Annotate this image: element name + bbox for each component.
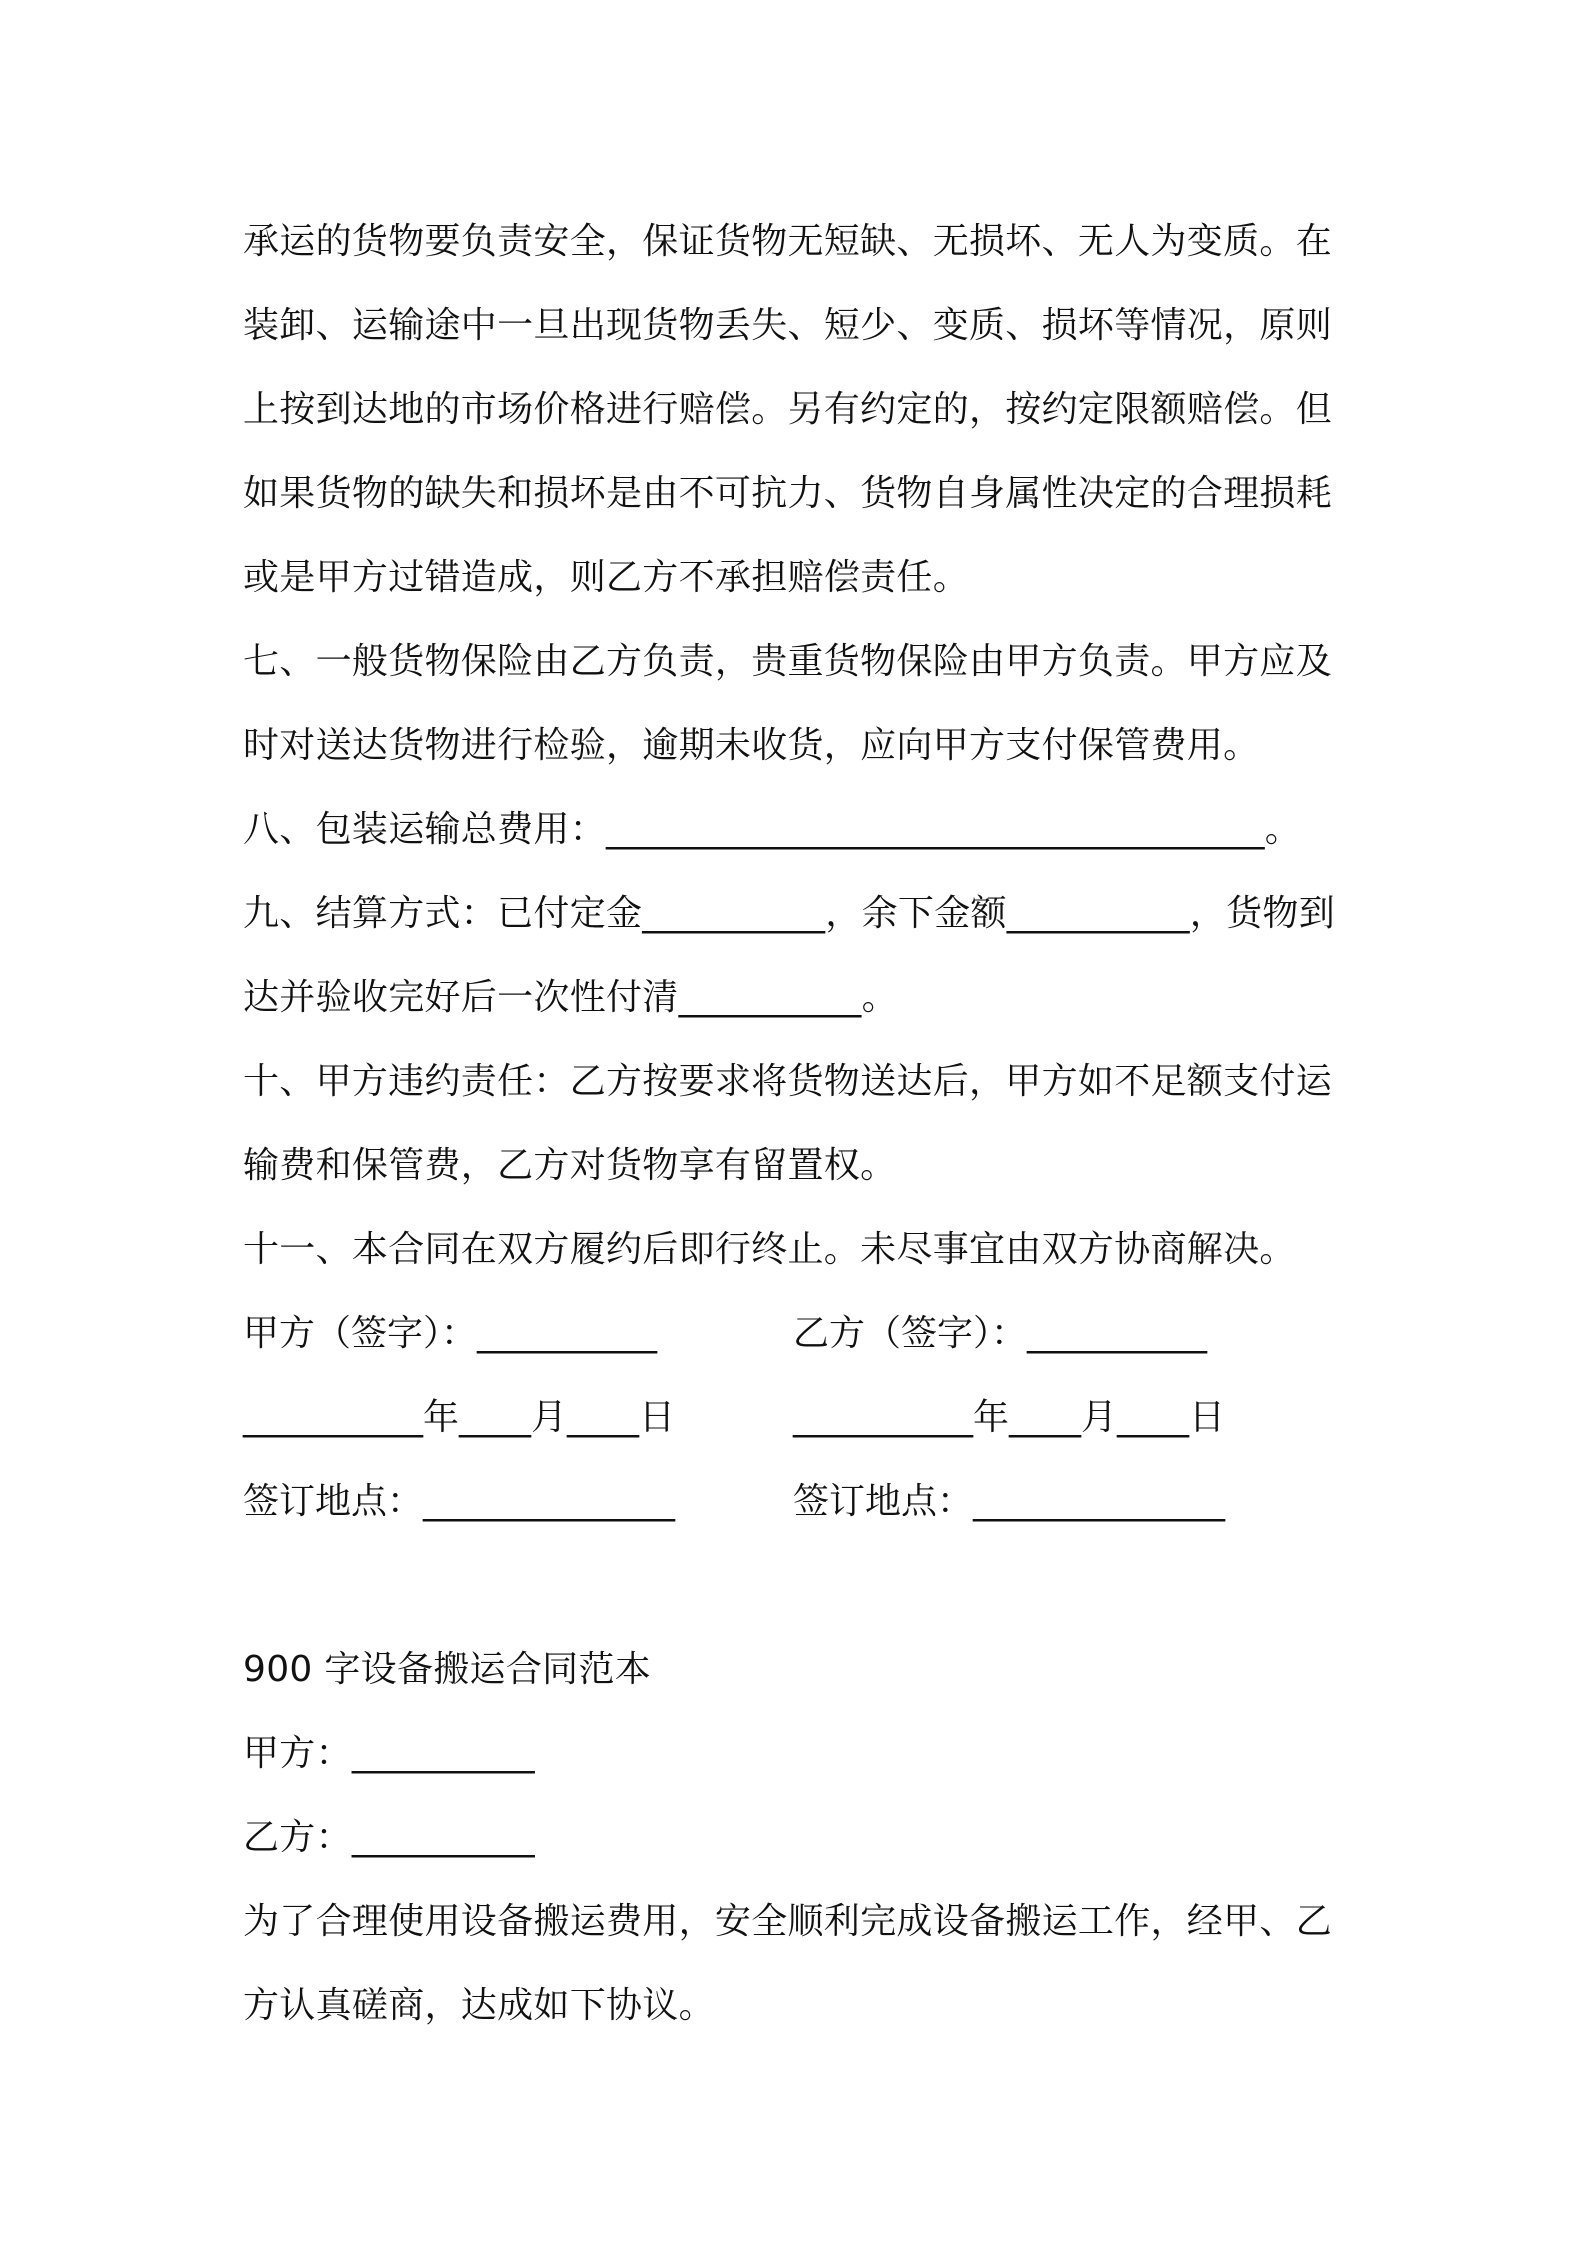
second-contract-title: 900 字设备搬运合同范本 [243,1649,652,1690]
place-row [243,1460,1363,1544]
second-contract-party-b: 乙方：__________ [243,1817,535,1858]
second-contract-intro: 方认真磋商，达成如下协议。 [243,1985,715,2026]
clause-11: 十一、本合同在双方履约后即行终止。未尽事宜由双方协商解决。 [243,1229,1296,1270]
body-line: 装卸、运输途中一旦出现货物丢失、短少、变质、损坏等情况，原则 [243,305,1333,346]
clause-9-cont: 达并验收完好后一次性付清__________。 [243,977,898,1018]
second-contract-intro: 为了合理使用设备搬运费用，安全顺利完成设备搬运工作，经甲、乙 [243,1901,1333,1942]
party-a-signature: 甲方（签字）：__________ [243,1313,658,1354]
party-b-place: 签订地点：______________ [793,1481,1226,1522]
body-line: 承运的货物要负责安全，保证货物无短缺、无损坏、无人为变质。在 [243,221,1333,262]
clause-10-cont: 输费和保管费，乙方对货物享有留置权。 [243,1145,897,1186]
party-a-date: __________年____月____日 [243,1397,675,1438]
clause-8: 八、包装运输总费用：____________________________________。 [243,809,1302,850]
body-line: 如果货物的缺失和损坏是由不可抗力、货物自身属性决定的合理损耗 [243,473,1333,514]
document-content [243,200,1363,2048]
body-line: 上按到达地的市场价格进行赔偿。另有约定的，按约定限额赔偿。但 [243,389,1333,430]
second-contract-party-a: 甲方：__________ [243,1733,535,1774]
signature-row [243,1292,1363,1376]
party-b-signature: 乙方（签字）：__________ [793,1313,1208,1354]
party-b-date: __________年____月____日 [793,1397,1225,1438]
clause-10: 十、甲方违约责任：乙方按要求将货物送达后，甲方如不足额支付运 [243,1061,1333,1102]
date-row [243,1376,1363,1460]
clause-9: 九、结算方式：已付定金__________，余下金额__________，货物到 [243,893,1335,934]
body-line: 或是甲方过错造成，则乙方不承担赔偿责任。 [243,557,970,598]
clause-7: 七、一般货物保险由乙方负责，贵重货物保险由甲方负责。甲方应及 [243,641,1333,682]
party-a-place: 签订地点：______________ [243,1481,676,1522]
section-spacer [243,1544,1363,1628]
clause-7-cont: 时对送达货物进行检验，逾期未收货，应向甲方支付保管费用。 [243,725,1260,766]
